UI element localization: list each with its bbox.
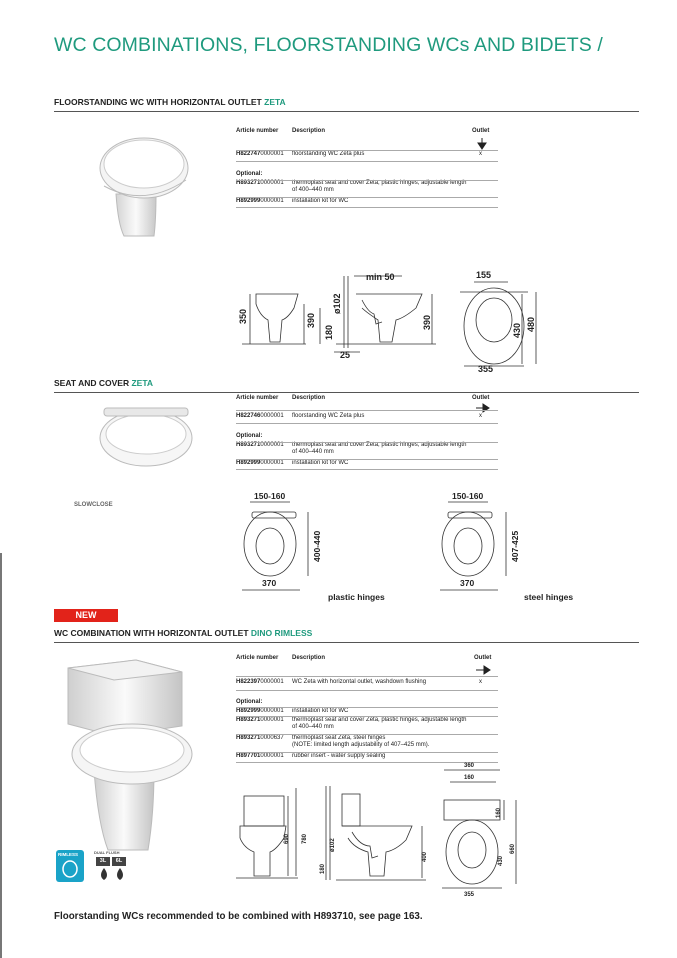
article-number-rest: 0000001 (260, 151, 284, 157)
dim-text: ø102 (332, 293, 342, 314)
steel-hinges-drawing (436, 490, 596, 602)
article-number-rest: 0000001 (260, 413, 284, 419)
article-number-rest: 0000001 (260, 717, 284, 723)
section-title-accent: DINO RIMLESS (250, 628, 313, 638)
outlet-down-arrow-icon (476, 138, 488, 150)
table-divider (236, 716, 498, 717)
dim-text: min 50 (366, 272, 395, 282)
optional-label: Optional: (236, 433, 263, 439)
article-number-rest: 0000001 (260, 442, 284, 448)
row-description: installation kit for WC (292, 198, 349, 204)
article-number-bold: H822746 (236, 413, 261, 419)
section-title-dino (54, 628, 312, 638)
table-divider (236, 734, 498, 735)
flush-volume-large: 6L (112, 857, 126, 866)
article-number-rest: 0000001 (260, 708, 284, 714)
article-number-bold: H892999 (236, 198, 261, 204)
article-number-bold: H897701 (236, 753, 261, 759)
flush-volume-small: 3L (96, 857, 110, 866)
dim-text: 430 (498, 855, 504, 866)
article-number-rest: 0000001 (260, 753, 284, 759)
dim-text: 390 (306, 312, 316, 328)
dim-text: 780 (302, 833, 308, 844)
header-outlet: Outlet (472, 395, 490, 401)
dim-text: 355 (478, 364, 494, 374)
article-number-rest: 0000001 (260, 460, 284, 466)
water-drop-icon (96, 867, 128, 881)
section-title-text: FLOORSTANDING WC WITH HORIZONTAL OUTLET (54, 97, 265, 107)
row-description: installation kit for WC (292, 708, 349, 714)
outlet-right-arrow-icon (476, 403, 490, 413)
dino-technical-drawing (236, 758, 526, 898)
row-description-cont: of 400–440 mm (292, 724, 334, 730)
row-description: thermoplast seat and cover Zeta, plastic hinges, adjustable length (292, 180, 467, 186)
dim-text: 180 (324, 324, 334, 340)
dim-text: 160 (496, 807, 502, 818)
dim-text: 690 (284, 833, 290, 844)
section-title-zeta (54, 97, 286, 107)
table-divider (236, 676, 498, 677)
footer-note: Floorstanding WCs recommended to be combined with H893710, see page 163. (54, 911, 423, 922)
zeta-table (236, 128, 498, 208)
slowclose-logo (70, 476, 120, 510)
dim-text: 180 (320, 863, 326, 874)
table-divider (236, 161, 498, 162)
article-number-rest: 0000001 (260, 198, 284, 204)
dino-wc-photo (58, 654, 198, 854)
rimless-bowl-icon (62, 860, 78, 878)
rimless-icon (56, 850, 84, 882)
dim-text: 155 (476, 270, 492, 280)
zeta-technical-drawing (236, 268, 546, 374)
section-rule (54, 111, 639, 112)
section-title-accent: ZETA (264, 97, 286, 107)
article-number-bold: H892999 (236, 460, 261, 466)
dual-flush-label: DUAL FLUSH (94, 850, 120, 855)
table-divider (236, 459, 498, 460)
section-rule (54, 642, 639, 643)
row-description: WC Zeta with horizontal outlet, washdown flushing (292, 679, 427, 685)
article-number-bold: H893271 (236, 717, 261, 723)
article-number-rest: 0000637 (260, 735, 284, 741)
section-title-text: SEAT AND COVER (54, 378, 132, 388)
dim-text: 360 (464, 763, 475, 769)
row-description: thermoplast seat and cover Zeta, plastic hinges, adjustable length (292, 442, 467, 448)
dual-flush-icon (94, 850, 130, 882)
table-divider (236, 197, 498, 198)
section-title-text: WC COMBINATION WITH HORIZONTAL OUTLET (54, 628, 251, 638)
section-title-seat (54, 378, 153, 388)
dim-text: 355 (464, 892, 475, 898)
table-divider (236, 207, 498, 208)
row-description-cont: of 400–440 mm (292, 187, 334, 193)
dim-text: 390 (422, 314, 432, 330)
header-article: Article number (236, 655, 279, 661)
page-title: WC COMBINATIONS, FLOORSTANDING WCs AND BIDETS / (54, 34, 603, 56)
row-description: installation kit for WC (292, 460, 349, 466)
dim-text: 430 (512, 322, 522, 338)
row-description: floorstanding WC Zeta plus (292, 413, 365, 419)
plastic-hinges-drawing (236, 490, 396, 602)
table-divider (236, 707, 498, 708)
article-number-bold: H893271 (236, 442, 261, 448)
seat-photo (96, 404, 196, 472)
dim-text: 400 (422, 851, 428, 862)
row-description: thermoplast seat Zeta, steel hinges (292, 735, 386, 741)
hinge-type-label: plastic hinges (328, 592, 385, 602)
seat-table (236, 395, 498, 475)
zeta-wc-photo (94, 124, 194, 242)
dim-text: 480 (526, 316, 536, 332)
dim-text: 350 (238, 308, 248, 324)
optional-label: Optional: (236, 699, 263, 705)
table-divider (236, 442, 498, 443)
article-number-bold: H822397 (236, 679, 261, 685)
row-description: thermoplast seat and cover Zeta, plastic hinges, adjustable length (292, 717, 467, 723)
article-number-bold: H822747 (236, 151, 261, 157)
dim-text: 660 (510, 843, 516, 854)
table-divider (236, 752, 498, 753)
dim-text: 400-440 (312, 530, 322, 562)
dim-text: 150-160 (254, 491, 286, 501)
dim-text: 370 (460, 578, 475, 588)
table-divider (236, 410, 498, 411)
outlet-mark: x (479, 413, 482, 419)
header-description: Description (292, 655, 326, 661)
article-number-rest: 0000001 (260, 180, 284, 186)
row-description: floorstanding WC Zeta plus (292, 151, 365, 157)
slowclose-label: SLOWCLOSE (74, 502, 113, 508)
header-article: Article number (236, 395, 279, 401)
article-number-bold: H893271 (236, 180, 261, 186)
table-divider (236, 469, 498, 470)
outlet-mark: x (479, 679, 482, 685)
article-number-bold: H893271 (236, 735, 261, 741)
rimless-label: RIMLESS (58, 852, 79, 857)
row-description: rubber insert - water supply sealing (292, 753, 386, 759)
section-title-accent: ZETA (131, 378, 154, 388)
header-article: Article number (236, 128, 279, 134)
article-number-bold: H892999 (236, 708, 261, 714)
dim-text: 160 (464, 775, 475, 781)
optional-label: Optional: (236, 171, 263, 177)
header-description: Description (292, 128, 326, 134)
dim-text: 407-425 (510, 530, 520, 562)
page-edge-bar (0, 553, 2, 958)
dino-table (236, 655, 498, 765)
dim-text: 25 (340, 350, 351, 360)
section-rule (54, 392, 639, 393)
table-divider (236, 180, 498, 181)
header-outlet: Outlet (474, 655, 492, 661)
outlet-mark: x (479, 151, 482, 157)
hinge-type-label: steel hinges (524, 592, 574, 602)
header-outlet: Outlet (472, 128, 490, 134)
dim-text: 150-160 (452, 491, 484, 501)
table-divider (236, 690, 498, 691)
table-divider (236, 150, 498, 151)
row-description-cont: (NOTE: limited length adjustability of 407–425 mm). (292, 742, 430, 748)
dim-text: 370 (262, 578, 277, 588)
row-description-cont: of 400–440 mm (292, 449, 334, 455)
article-number-rest: 0000001 (260, 679, 284, 685)
new-badge: NEW (54, 609, 118, 622)
outlet-right-arrow-icon (476, 665, 492, 675)
table-divider (236, 423, 498, 424)
header-description: Description (292, 395, 326, 401)
dim-text: ø102 (330, 838, 336, 852)
